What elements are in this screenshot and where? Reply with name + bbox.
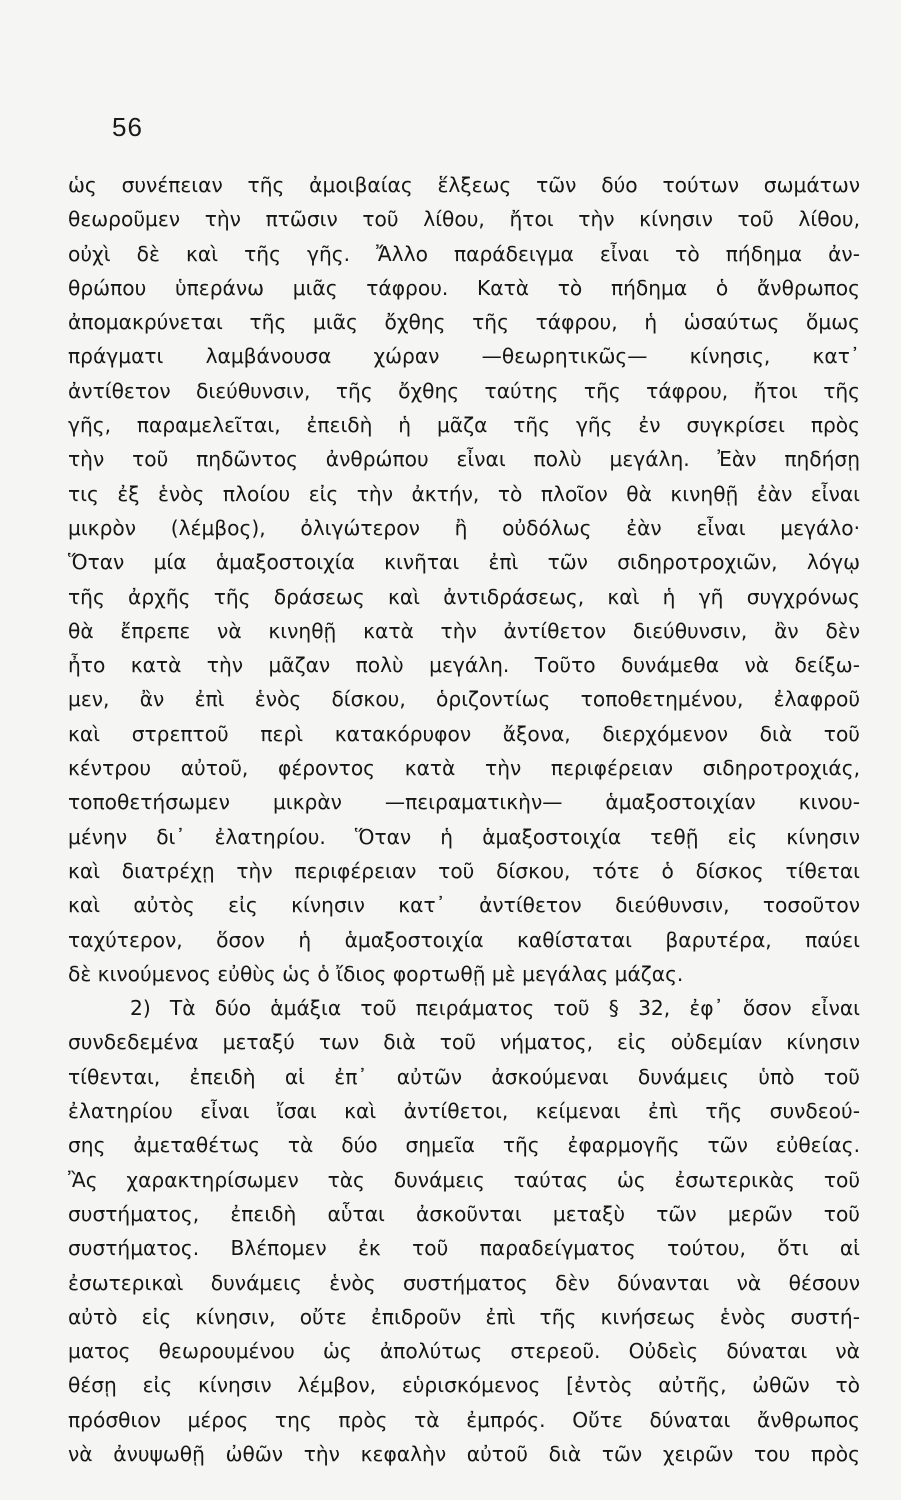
text-line: συνδεδεμένα μεταξύ των διὰ τοῦ νήματος, εἰς οὐδεμίαν κίνησιν [68, 1030, 860, 1055]
text-line: δὲ κινούμενος εὐθὺς ὡς ὁ ἴδιος φορτωθῇ μὲ μεγάλας μάζας. [68, 961, 684, 986]
text-line: τὴν τοῦ πηδῶντος ἀνθρώπου εἶναι πολὺ μεγάλη. Ἐὰν πηδήσῃ [68, 447, 860, 472]
text-line: μεν, ἂν ἐπὶ ἑνὸς δίσκου, ὁριζοντίως τοποθετημένου, ἐλαφροῦ [68, 687, 860, 712]
text-line: θέσῃ εἰς κίνησιν λέμβον, εὑρισκόμενος [ἐντὸς αὐτῆς, ὠθῶν τὸ [68, 1373, 860, 1398]
text-line: τοποθετήσωμεν μικρὰν —πειραματικὴν— ἁμαξοστοιχίαν κινου- [68, 790, 860, 815]
text-line: ἐλατηρίου εἶναι ἴσαι καὶ ἀντίθετοι, κείμεναι ἐπὶ τῆς συνδεού- [68, 1099, 860, 1124]
text-line: Ὅταν μία ἁμαξοστοιχία κινῆται ἐπὶ τῶν σιδηροτροχιῶν, λόγῳ [68, 550, 860, 575]
text-line: θεωροῦμεν τὴν πτῶσιν τοῦ λίθου, ἤτοι τὴν κίνησιν τοῦ λίθου, [68, 207, 860, 232]
text-line: πρόσθιον μέρος της πρὸς τὰ ἐμπρός. Οὔτε δύναται ἄνθρωπος [68, 1407, 860, 1432]
paragraph-start-line: 2) Τὰ δύο ἁμάξια τοῦ πειράματος τοῦ § 32, ἐφ᾽ ὅσον εἶναι [130, 996, 860, 1021]
text-line: θὰ ἔπρεπε νὰ κινηθῇ κατὰ τὴν ἀντίθετον διεύθυνσιν, ἂν δὲν [68, 618, 860, 643]
text-line: ἀντίθετον διεύθυνσιν, τῆς ὄχθης ταύτης τῆς τάφρου, ἤτοι τῆς [68, 378, 860, 403]
text-line: ταχύτερον, ὅσον ἡ ἁμαξοστοιχία καθίσταται βαρυτέρα, παύει [68, 927, 860, 952]
page-number: 56 [112, 112, 143, 142]
text-line: ἐσωτερικαὶ δυνάμεις ἑνὸς συστήματος δὲν δύνανται νὰ θέσουν [68, 1270, 860, 1295]
text-line: ματος θεωρουμένου ὡς ἀπολύτως στερεοῦ. Οὐδεὶς δύναται νὰ [68, 1339, 860, 1364]
text-line: Ἂς χαρακτηρίσωμεν τὰς δυνάμεις ταύτας ὡς ἐσωτερικὰς τοῦ [68, 1167, 860, 1192]
text-line: καὶ αὐτὸς εἰς κίνησιν κατ᾽ ἀντίθετον διεύθυνσιν, τοσοῦτον [68, 893, 860, 918]
text-line: οὐχὶ δὲ καὶ τῆς γῆς. Ἄλλο παράδειγμα εἶναι τὸ πήδημα ἀν- [68, 241, 860, 266]
text-line: μένην δι᾽ ἐλατηρίου. Ὅταν ἡ ἁμαξοστοιχία τεθῇ εἰς κίνησιν [68, 824, 860, 849]
text-line: ὡς συνέπειαν τῆς ἀμοιβαίας ἕλξεως τῶν δύο τούτων σωμάτων [68, 173, 860, 197]
text-line: νὰ ἀνυψωθῇ ὠθῶν τὴν κεφαλὴν αὐτοῦ διὰ τῶν χειρῶν του πρὸς [68, 1441, 860, 1466]
text-line: κέντρου αὐτοῦ, φέροντος κατὰ τὴν περιφέρειαν σιδηροτροχιάς, [68, 756, 860, 781]
text-line: καὶ στρεπτοῦ περὶ κατακόρυφον ἄξονα, διερχόμενον διὰ τοῦ [68, 721, 860, 746]
text-line: θρώπου ὑπεράνω μιᾶς τάφρου. Κατὰ τὸ πήδημα ὁ ἄνθρωπος [68, 275, 860, 300]
text-line: πράγματι λαμβάνουσα χώραν —θεωρητικῶς— κίνησις, κατ᾽ [68, 344, 860, 369]
text-line: αὐτὸ εἰς κίνησιν, οὔτε ἐπιδροῦν ἐπὶ τῆς κινήσεως ἑνὸς συστή- [68, 1304, 860, 1329]
text-line: σης ἀμεταθέτως τὰ δύο σημεῖα τῆς ἐφαρμογῆς τῶν εὐθείας. [68, 1133, 860, 1158]
text-line: συστήματος, ἐπειδὴ αὗται ἀσκοῦνται μεταξὺ τῶν μερῶν τοῦ [68, 1201, 860, 1226]
text-line: μικρὸν (λέμβος), ὀλιγώτερον ἢ οὐδόλως ἐὰν εἶναι μεγάλο· [68, 515, 860, 540]
text-line: καὶ διατρέχῃ τὴν περιφέρειαν τοῦ δίσκου, τότε ὁ δίσκος τίθεται [68, 858, 860, 883]
text-line: συστήματος. Βλέπομεν ἐκ τοῦ παραδείγματος τούτου, ὅτι αἱ [68, 1236, 860, 1261]
body-text [68, 168, 860, 1471]
text-line: ἀπομακρύνεται τῆς μιᾶς ὄχθης τῆς τάφρου, ἡ ὡσαύτως ὅμως [68, 310, 860, 335]
text-line: ἦτο κατὰ τὴν μᾶζαν πολὺ μεγάλη. Τοῦτο δυνάμεθα νὰ δείξω- [68, 653, 860, 678]
text-line: τίθενται, ἐπειδὴ αἱ ἐπ᾽ αὐτῶν ἀσκούμεναι δυνάμεις ὑπὸ τοῦ [68, 1064, 860, 1089]
text-line: τῆς ἀρχῆς τῆς δράσεως καὶ ἀντιδράσεως, καὶ ἡ γῆ συγχρόνως [68, 584, 860, 609]
text-line: γῆς, παραμελεῖται, ἐπειδὴ ἡ μᾶζα τῆς γῆς ἐν συγκρίσει πρὸς [68, 413, 860, 438]
text-line: τις ἐξ ἑνὸς πλοίου εἰς τὴν ἀκτήν, τὸ πλοῖον θὰ κινηθῇ ἐὰν εἶναι [68, 481, 860, 506]
